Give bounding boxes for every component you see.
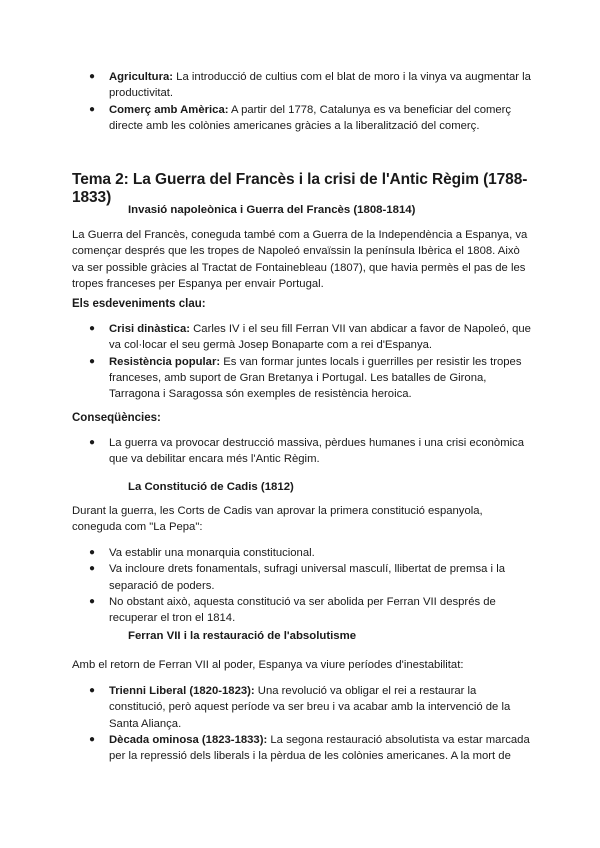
section-label: Conseqüències:	[72, 412, 161, 424]
list-item: ● Agricultura: La introducció de cultius com el blat de moro i la vinya va augmentar la productivitat.	[89, 71, 531, 100]
bullet-icon: ●	[89, 595, 96, 607]
events-list	[72, 321, 532, 402]
list-item: ● Va incloure drets fonamentals, sufragi universal masculí, llibertat de premsa i la separació de poders.	[89, 563, 505, 592]
bullet-icon: ●	[89, 437, 96, 448]
subsection-title: La Constitució de Cadis (1812)	[128, 481, 294, 493]
section-title: Tema 2: La Guerra del Francès i la crisi de l'Antic Règim (1788-1833)	[72, 171, 528, 206]
list-item: ● Resistència popular: Es van formar juntes locals i guerrilles per resistir les tropes franceses, amb suport de Gran Bretanya i Portugal. Les batalles de Girona, Tarragona i Saragossa són exemples de resistència heroica.	[89, 355, 522, 401]
bullet-icon: ●	[89, 547, 96, 558]
list-item: ● Comerç amb Amèrica: A partir del 1778, Catalunya es va beneficiar del comerç directe amb les colònies americanes gràcies a la liberalització del comerç.	[89, 103, 512, 132]
paragraph: La Guerra del Francès, coneguda també com a Guerra de la Independència a Espanya, va començar després que les tropes de Napoleó envaïssin la península Ibèrica el 1808. Això va ser possible gràcies al Tractat de Fontainebleau (1807), que havia permès el pas de les tropes franceses per Espanya per envair Portugal.	[72, 229, 528, 290]
bullet-icon: ●	[89, 733, 96, 745]
paragraph: Amb el retorn de Ferran VII al poder, Espanya va viure períodes d'inestabilitat:	[72, 659, 464, 671]
section-label: Els esdeveniments clau:	[72, 298, 206, 310]
paragraph: Durant la guerra, les Corts de Cadis van aprovar la primera constitució espanyola, coneguda com "La Pepa":	[72, 505, 483, 534]
list-item: ● Trienni Liberal (1820-1823): Una revolució va obligar el rei a restaurar la constitució, però aquest període va ser breu i va acabar amb la intervenció de la Santa Aliança.	[89, 685, 511, 730]
bullet-icon: ●	[89, 71, 96, 82]
bullet-icon: ●	[89, 563, 96, 575]
top-bullet-list	[72, 69, 532, 134]
constitution-list	[72, 545, 532, 626]
bullet-icon: ●	[89, 355, 96, 367]
list-item: ● No obstant això, aquesta constitució va ser abolida per Ferran VII després de recuperar el tron el 1814.	[89, 595, 496, 625]
list-item: ● Crisi dinàstica: Carles IV i el seu fill Ferran VII van abdicar a favor de Napoleó, que va col·locar el seu germà Josep Bonaparte com a rei d'Espanya.	[89, 323, 531, 352]
consequences-list	[72, 435, 532, 468]
list-item: ● La guerra va provocar destrucció massiva, pèrdues humanes i una crisi econòmica que va debilitar encara més l'Antic Règim.	[89, 437, 525, 466]
list-item: ● Dècada ominosa (1823-1833): La segona restauració absolutista va estar marcada per la repressió dels liberals i la pèrdua de les colònies americanes. A la mort de	[89, 733, 530, 763]
bullet-icon: ●	[89, 323, 96, 334]
periods-list	[72, 683, 532, 764]
bullet-icon: ●	[89, 685, 96, 696]
bullet-icon: ●	[89, 103, 96, 115]
subsection-title: Invasió napoleònica i Guerra del Francès (1808-1814)	[128, 204, 416, 216]
subsection-title: Ferran VII i la restauració de l'absolutisme	[128, 630, 357, 642]
list-item: ● Va establir una monarquia constitucional.	[72, 545, 532, 561]
